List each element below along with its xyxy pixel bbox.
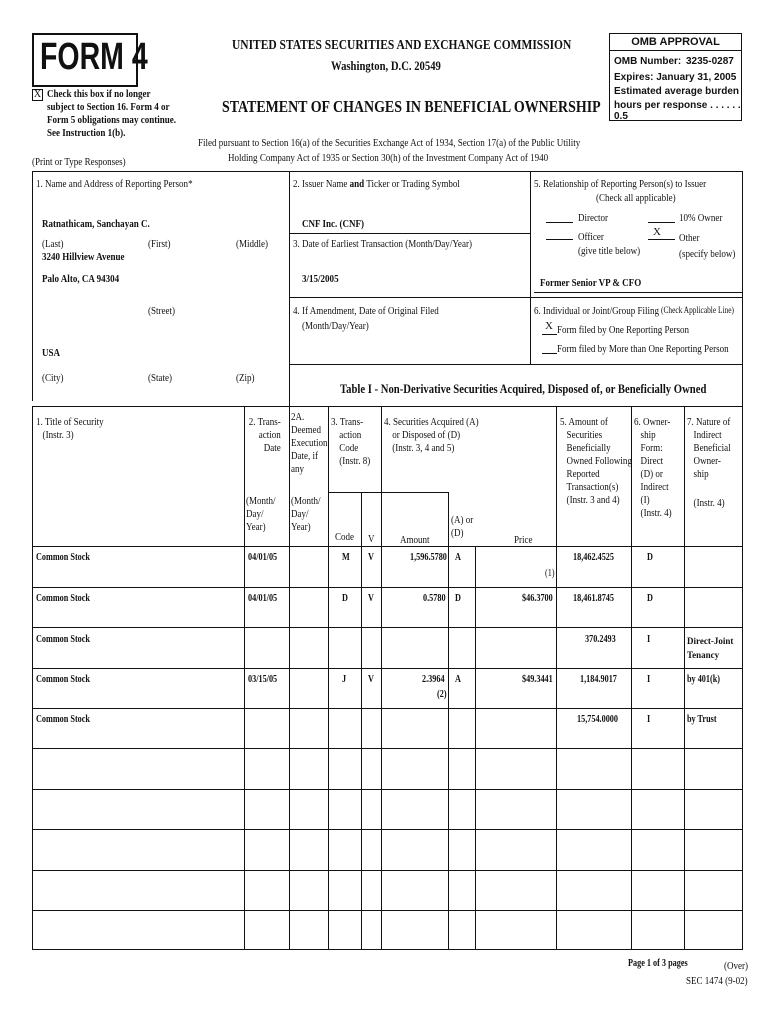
filed-pursuant-line1: Filed pursuant to Section 16(a) of the Securities Exchange Act of 1934, Section 17(a) of the Public Utility [198,137,581,149]
over-note: (Over) [724,960,749,972]
box5-label: 5. Relationship of Reporting Person(s) to Issuer [534,178,707,190]
row4-price: $49.3441 [522,674,553,685]
row3-form: I [647,634,651,645]
row5-form: I [647,714,651,725]
row2-aord: D [455,593,461,604]
agency-location: Washington, D.C. 20549 [331,58,441,73]
row4-nature: by 401(k) [687,674,721,685]
street-value[interactable]: 3240 Hillview Avenue [42,251,125,263]
box5-sub: (Check all applicable) [596,192,676,204]
omb-approval-box [609,33,742,121]
row2-amount: 0.5780 [423,593,446,604]
other-sub: (specify below) [679,248,736,260]
row1-v: V [368,552,374,563]
col3-header: 3. Trans- action Code (Instr. 8) [331,416,371,467]
page-title: STATEMENT OF CHANGES IN BENEFICIAL OWNERSHIP [222,97,601,116]
director-option[interactable]: Director [578,212,609,224]
box1-label: 1. Name and Address of Reporting Person* [36,178,193,190]
city-label: (City) [42,372,64,384]
zip-label: (Zip) [236,372,255,384]
col4-aord: (A) or (D) [451,514,474,539]
row4-v: V [368,674,374,685]
col5-header: 5. Amount of Securities Beneficially Owned Following Reported Transaction(s) (Instr. 3 and 4) [560,416,632,506]
box4-label1: 4. If Amendment, Date of Original Filed [293,305,439,317]
row4-amount-note: (2) [437,689,447,700]
row4-form: I [647,674,651,685]
other-option[interactable]: Other [679,232,700,244]
middle-label: (Middle) [236,238,269,250]
col2a-date-format: (Month/ Day/ Year) [291,495,321,533]
last-label: (Last) [42,238,64,250]
country-value[interactable]: USA [42,347,61,359]
col3-code: Code [335,531,355,543]
omb-expires: Expires: January 31, 2005 [614,72,737,83]
row3-title: Common Stock [36,634,90,645]
col4-amount: Amount [400,534,430,546]
first-label: (First) [148,238,171,250]
row5-title: Common Stock [36,714,90,725]
box6-label: 6. Individual or Joint/Group Filing [534,305,660,317]
omb-number: 3235-0287 [686,56,734,67]
state-label: (State) [148,372,173,384]
no-longer-subject-checkbox[interactable]: X [33,89,42,100]
box2-label: 2. Issuer Name and Ticker or Trading Symbol [293,178,460,190]
col1-header: 1. Title of Security (Instr. 3) [36,416,104,441]
more-person-option[interactable]: Form filed by More than One Reporting Person [557,343,729,355]
print-type-note: (Print or Type Responses) [32,156,126,168]
row2-date: 04/01/05 [248,593,278,604]
other-mark[interactable]: X [653,226,661,238]
issuer-name[interactable]: CNF Inc. (CNF) [302,218,365,230]
col7-header: 7. Nature of Indirect Beneficial Owner- ship (Instr. 4) [687,416,731,509]
row1-aord: A [455,552,461,563]
row4-owned: 1,184.9017 [580,674,617,685]
form-number: FORM 4 [40,36,148,78]
col2-header: 2. Trans- action Date [248,416,281,454]
row2-v: V [368,593,374,604]
one-person-mark[interactable]: X [545,320,553,332]
omb-burden2: hours per response . . . . . . 0.5 [614,100,741,122]
box4-label2: (Month/Day/Year) [302,320,369,332]
officer-title-value[interactable]: Former Senior VP & CFO [540,277,642,289]
checkbox-instructions: Check this box if no longer subject to Section 16. Form 4 or Form 5 obligations may continue. See Instruction 1(b). [47,88,177,139]
box6-sub: (Check Applicable Line) [661,305,734,315]
row5-owned: 15,754.0000 [577,714,618,725]
row4-amount: 2.3964 [422,674,445,685]
earliest-transaction-date[interactable]: 3/15/2005 [302,273,339,285]
sec-form-code: SEC 1474 (9-02) [686,975,748,987]
omb-burden1: Estimated average burden [614,86,740,97]
row1-code: M [342,552,350,563]
ten-percent-option[interactable]: 10% Owner [679,212,723,224]
city-value[interactable]: Palo Alto, CA 94304 [42,273,120,285]
omb-number-label: OMB Number: [614,56,682,67]
row1-amount: 1,596.5780 [410,552,447,563]
col4-price: Price [514,534,533,546]
row1-price-note: (1) [545,568,555,579]
row1-owned: 18,462.4525 [573,552,614,563]
col2a-header: 2A. Deemed Execution Date, if any [291,411,328,475]
row2-owned: 18,461.8745 [573,593,614,604]
col6-header: 6. Owner- ship Form: Direct (D) or Indirect (I) (Instr. 4) [634,416,672,519]
row1-title: Common Stock [36,552,90,563]
street-label: (Street) [148,305,176,317]
row4-date: 03/15/05 [248,674,278,685]
filed-pursuant-line2: Holding Company Act of 1935 or Section 30(h) of the Investment Company Act of 1940 [228,152,549,164]
omb-title: OMB APPROVAL [610,34,741,51]
row2-form: D [647,593,653,604]
page-count: Page 1 of 3 pages [628,958,688,969]
reporting-person-name[interactable]: Ratnathicam, Sanchayan C. [42,218,150,230]
officer-option[interactable]: Officer [578,231,604,243]
row4-code: J [342,674,347,685]
row3-nature: Direct-Joint Tenancy [687,636,734,660]
row1-date: 04/01/05 [248,552,278,563]
row3-owned: 370.2493 [585,634,616,645]
table-title: Table I - Non-Derivative Securities Acquired, Disposed of, or Beneficially Owned [340,381,707,396]
row1-form: D [647,552,653,563]
one-person-option[interactable]: Form filed by One Reporting Person [557,324,690,336]
officer-sub: (give title below) [578,245,641,257]
row5-nature: by Trust [687,714,717,725]
row2-price: $46.3700 [522,593,553,604]
row4-aord: A [455,674,461,685]
box3-label: 3. Date of Earliest Transaction (Month/Day/Year) [293,238,472,250]
row4-title: Common Stock [36,674,90,685]
agency-name: UNITED STATES SECURITIES AND EXCHANGE COMMISSION [232,38,572,53]
col4-header: 4. Securities Acquired (A) or Disposed of (D) (Instr. 3, 4 and 5) [384,416,479,454]
col3-v: V [368,533,375,545]
row2-code: D [342,593,348,604]
col2-date-format: (Month/ Day/ Year) [246,495,276,533]
row2-title: Common Stock [36,593,90,604]
